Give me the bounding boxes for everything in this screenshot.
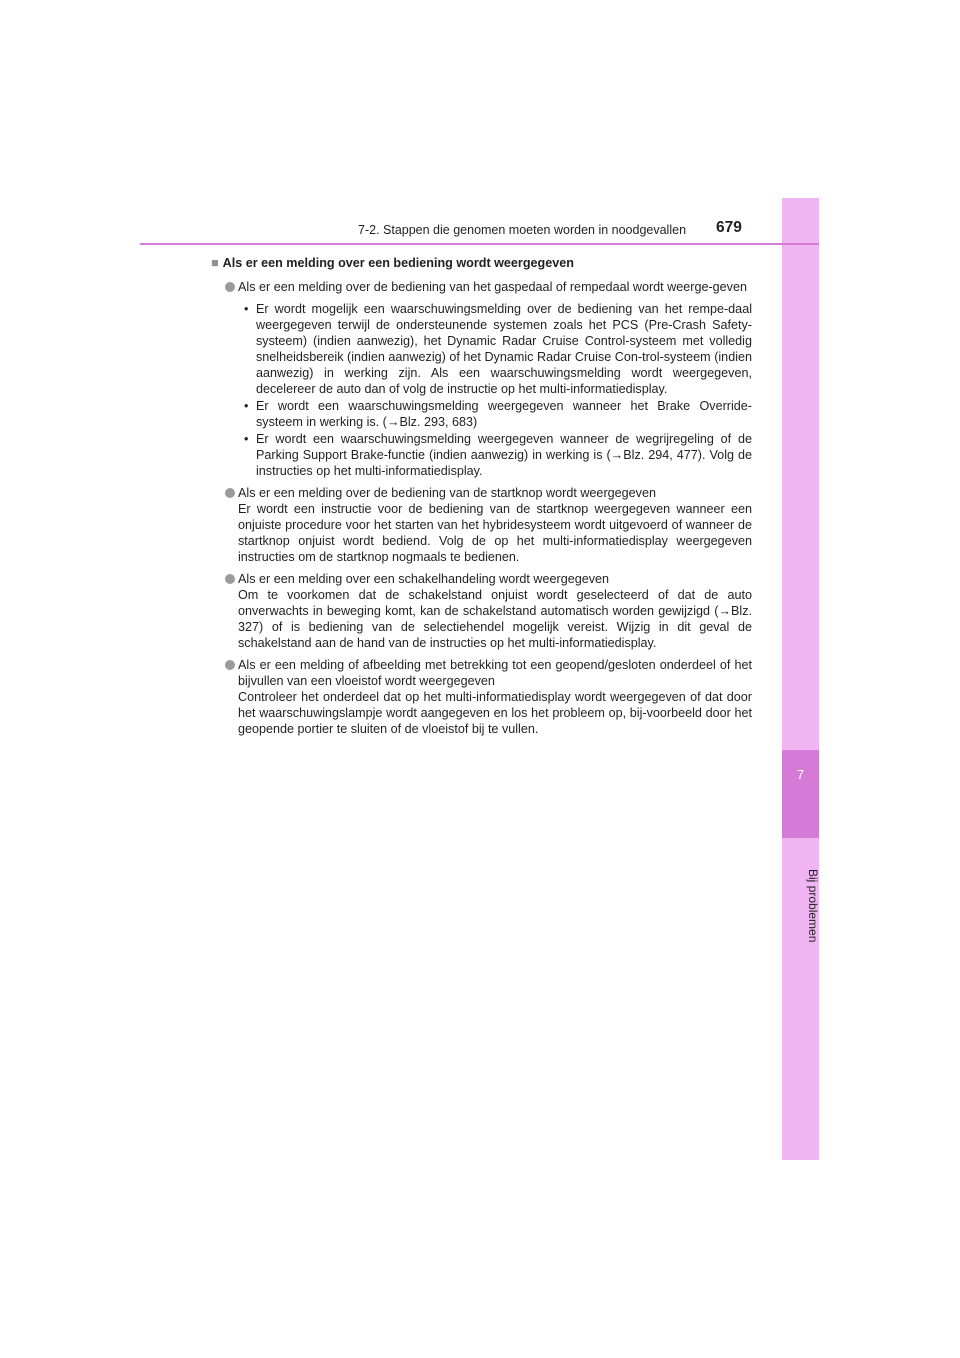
sub-list-item-text: Er wordt mogelijk een waarschuwingsmelding over de bediening van het rempe-daal weergegeven terwijl de ondersteunende systemen zoals het PCS (Pre-Crash Safety-systeem) (indien aanwezig), het Dynamic Radar Cruise Control-systeem met volledig snelheidsbereik (indien aanwezig) of het Dynamic Radar Cruise Con-trol-systeem (indien aanwezig) in werking zijn. Als een waarschuwingsmelding wordt weergegeven, decelereer de auto dan of volg de instructie op het multi-informatiedisplay. (256, 302, 752, 396)
chapter-number: 7 (796, 767, 805, 782)
chapter-tab-active[interactable] (782, 750, 819, 838)
bullet-title: Als er een melding over de bediening van het gaspedaal of rempedaal wordt weerge-geven (238, 280, 747, 294)
sub-list-item-text: Er wordt een waarschuwingsmelding weergegeven wanneer het Brake Override-systeem in werking is. (→Blz. 293, 683) (256, 399, 752, 429)
bullet-dot-icon (225, 574, 235, 584)
section-heading (211, 255, 752, 271)
sub-list (240, 301, 752, 479)
bullet-item (211, 485, 752, 565)
bullet-dot-icon (225, 282, 235, 292)
bullet-title: Als er een melding over een schakelhandeling wordt weergegeven (238, 572, 610, 586)
page-header-title: 7-2. Stappen die genomen moeten worden in noodgevallen (358, 223, 687, 237)
page-content (211, 255, 752, 743)
header-rule (140, 243, 819, 245)
sub-list-item-text: Er wordt een waarschuwingsmelding weergegeven wanneer de wegrijregeling of de Parking Support Brake-functie (indien aanwezig) in werking is (→Blz. 294, 477). Volg de instructies op het multi-informatiedisplay. (256, 432, 752, 478)
bullet-body: Er wordt een instructie voor de bediening van de startknop weergegeven wanneer een onjuiste procedure voor het starten van het hybridesysteem wordt uitgevoerd of wanneer de startknop onjuist wordt bediend. Volg de op het multi-informatiedisplay weergegeven instructies om de startknop nogmaals te bedienen. (238, 502, 752, 564)
section-label: Bij problemen (806, 869, 820, 943)
sub-list-item (240, 431, 752, 479)
square-marker-icon: ■ (211, 256, 219, 270)
sub-bullet-icon: • (244, 302, 249, 316)
bullet-title: Als er een melding of afbeelding met betrekking tot een geopend/gesloten onderdeel of het bijvullen van een vloeistof wordt weergegeven (238, 658, 752, 688)
bullet-body: Controleer het onderdeel dat op het multi-informatiedisplay wordt weergegeven of dat door het waarschuwingslampje wordt aangegeven en los het probleem op, bij-voorbeeld door het geopende portier te sluiten of de vloeistof bij te vullen. (238, 690, 752, 736)
side-tab (782, 198, 819, 1160)
bullet-item (211, 571, 752, 651)
section-heading-text: Als er een melding over een bediening wordt weergegeven (222, 256, 574, 270)
bullet-dot-icon (225, 660, 235, 670)
bullet-item (211, 279, 752, 479)
sub-bullet-icon: • (244, 399, 249, 413)
bullet-dot-icon (225, 488, 235, 498)
page-number: 679 (716, 219, 742, 236)
sub-list-item (240, 301, 752, 397)
bullet-title: Als er een melding over de bediening van de startknop wordt weergegeven (238, 486, 656, 500)
bullet-body: Om te voorkomen dat de schakelstand onjuist wordt geselecteerd of dat de auto onverwachts in beweging komt, kan de schakelstand automatisch worden gewijzigd (→Blz. 327) of is bediening van de selectiehendel mogelijk vereist. Wijzig in dit geval de schakelstand aan de hand van de instructies op het multi-informatiedisplay. (238, 588, 752, 650)
bullet-item (211, 657, 752, 737)
sub-bullet-icon: • (244, 432, 249, 446)
sub-list-item (240, 398, 752, 430)
